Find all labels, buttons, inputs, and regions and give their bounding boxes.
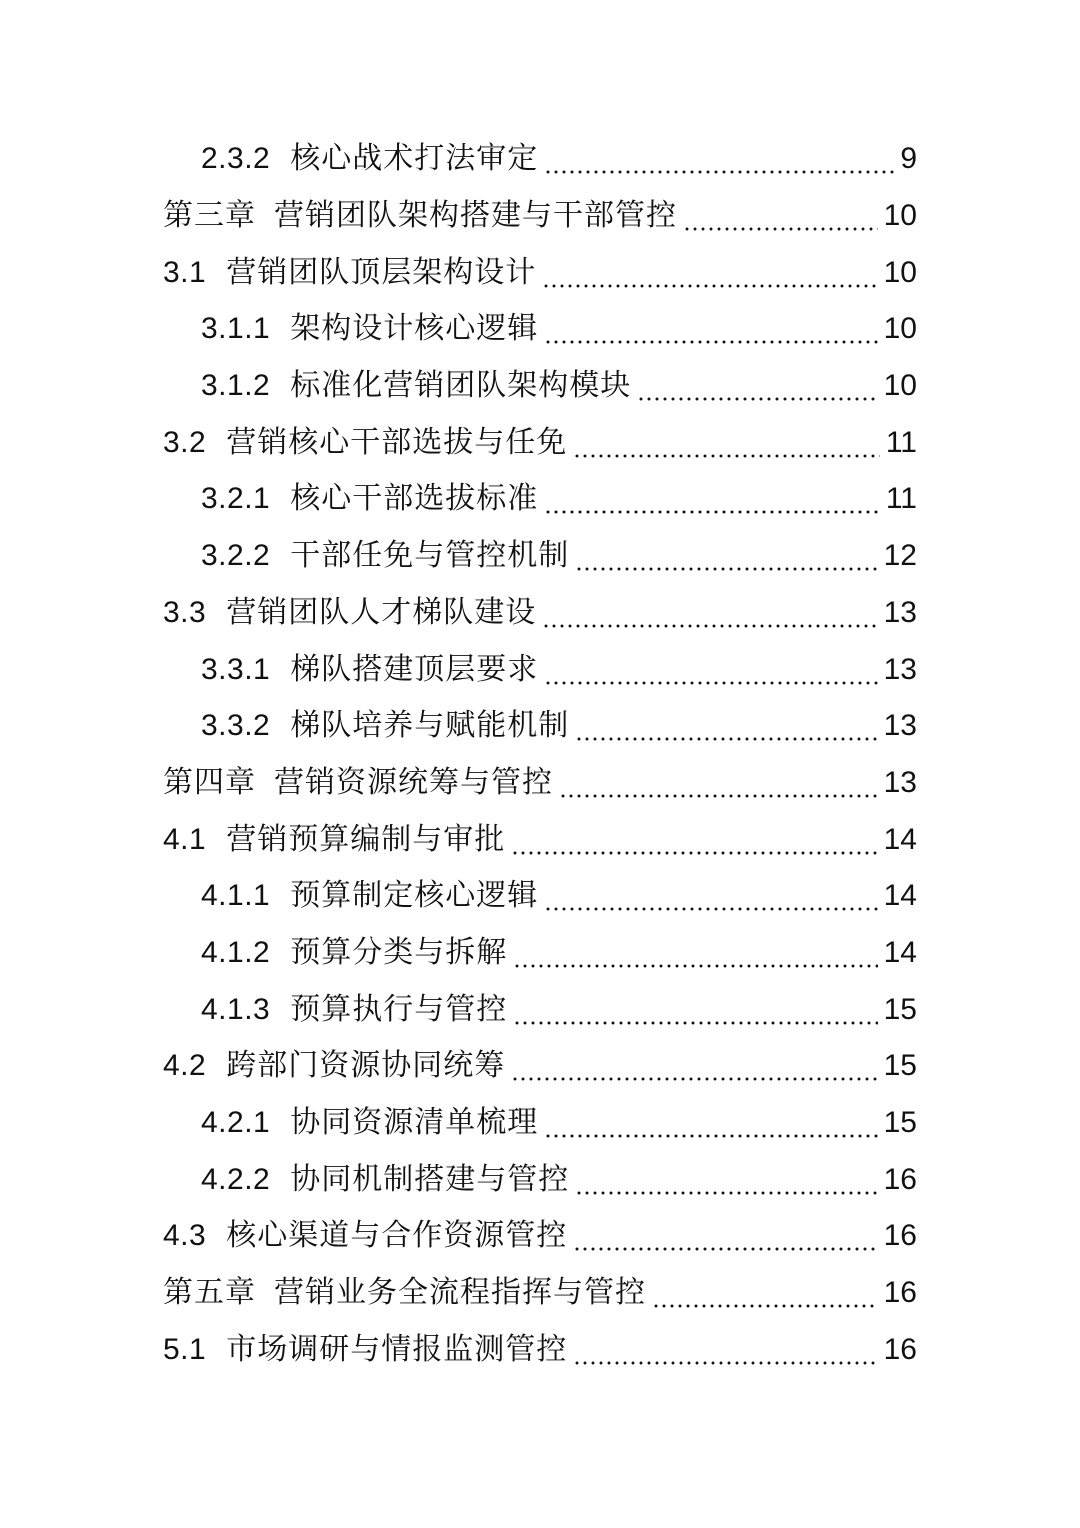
toc-entry-page: 15	[883, 1106, 917, 1140]
toc-entry[interactable]	[0, 358, 917, 415]
toc-entry-number: 3.1.1	[201, 312, 271, 346]
table-of-contents	[0, 131, 1080, 1378]
toc-entry[interactable]	[0, 244, 917, 301]
toc-entry-page: 12	[883, 539, 917, 573]
dot-leader	[637, 371, 877, 401]
toc-entry-page: 11	[885, 425, 917, 459]
dot-leader	[544, 484, 880, 514]
toc-entry-number: 4.2.1	[201, 1106, 271, 1140]
toc-entry-page: 13	[883, 652, 917, 686]
toc-entry-title: 梯队培养与赋能机制	[290, 708, 570, 744]
toc-entry-page: 10	[883, 199, 917, 233]
toc-entry-page: 11	[885, 482, 917, 516]
toc-entry[interactable]	[0, 811, 917, 868]
toc-entry-number: 3.2	[163, 425, 207, 459]
toc-entry-title: 核心干部选拔标准	[290, 481, 539, 517]
toc-entry-title: 营销团队顶层架构设计	[226, 254, 537, 290]
toc-entry-page: 15	[883, 992, 917, 1026]
dot-leader	[544, 144, 894, 174]
toc-entry-page: 10	[883, 255, 917, 289]
toc-entry[interactable]	[0, 1265, 917, 1322]
dot-leader	[544, 881, 877, 911]
toc-entry-number: 3.1.2	[201, 369, 271, 403]
toc-entry[interactable]	[0, 1095, 917, 1152]
toc-entry-title: 营销团队人才梯队建设	[226, 594, 537, 630]
toc-entry-title: 架构设计核心逻辑	[290, 311, 539, 347]
toc-entry[interactable]	[0, 1151, 917, 1208]
toc-entry-number: 3.2.1	[201, 482, 271, 516]
toc-entry-title: 营销团队架构搭建与干部管控	[274, 198, 677, 234]
dot-leader	[559, 768, 878, 798]
toc-entry[interactable]	[0, 1321, 917, 1378]
toc-entry-number: 第四章	[163, 764, 256, 800]
dot-leader	[544, 655, 877, 685]
toc-entry-number: 4.1.3	[201, 992, 271, 1026]
toc-entry[interactable]	[0, 641, 917, 698]
toc-entry-title: 营销资源统筹与管控	[274, 764, 553, 800]
toc-entry[interactable]	[0, 528, 917, 585]
toc-entry-title: 干部任免与管控机制	[290, 538, 570, 574]
toc-entry-number: 3.2.2	[201, 539, 271, 573]
toc-entry-page: 16	[883, 1276, 917, 1310]
dot-leader	[683, 201, 878, 231]
dot-leader	[511, 1051, 877, 1081]
dot-leader	[575, 711, 877, 741]
dot-leader	[573, 428, 880, 458]
dot-leader	[544, 1108, 877, 1138]
toc-entry-page: 10	[883, 312, 917, 346]
dot-leader	[575, 541, 877, 571]
toc-entry-title: 协同资源清单梳理	[290, 1105, 539, 1141]
toc-entry-number: 4.1	[163, 822, 207, 856]
toc-entry-page: 14	[883, 822, 917, 856]
toc-entry-page: 16	[883, 1162, 917, 1196]
toc-entry-title: 跨部门资源协同统筹	[226, 1048, 506, 1084]
dot-leader	[513, 995, 877, 1025]
toc-entry-number: 3.1	[163, 255, 207, 289]
toc-entry[interactable]	[0, 131, 917, 188]
toc-entry-number: 4.1.1	[201, 879, 271, 913]
dot-leader	[542, 598, 877, 628]
toc-entry-title: 梯队搭建顶层要求	[290, 651, 539, 687]
toc-entry-page: 13	[883, 709, 917, 743]
toc-entry[interactable]	[0, 301, 917, 358]
dot-leader	[575, 1165, 877, 1195]
toc-entry[interactable]	[0, 414, 917, 471]
toc-entry-page: 10	[883, 369, 917, 403]
toc-entry-number: 2.3.2	[201, 142, 271, 176]
toc-entry[interactable]	[0, 698, 917, 755]
toc-entry-title: 核心渠道与合作资源管控	[226, 1218, 568, 1254]
toc-entry-number: 3.3	[163, 595, 207, 629]
toc-entry-title: 协同机制搭建与管控	[290, 1161, 570, 1197]
dot-leader	[652, 1278, 878, 1308]
toc-entry-title: 预算分类与拆解	[290, 934, 508, 970]
toc-entry-page: 9	[900, 142, 917, 176]
toc-entry-number: 4.2	[163, 1049, 207, 1083]
toc-entry-number: 第三章	[163, 198, 256, 234]
toc-entry-number: 4.1.2	[201, 935, 271, 969]
dot-leader	[511, 825, 877, 855]
toc-entry-title: 标准化营销团队架构模块	[290, 368, 632, 404]
toc-entry[interactable]	[0, 868, 917, 925]
dot-leader	[544, 314, 877, 344]
toc-entry-number: 4.3	[163, 1219, 207, 1253]
toc-entry[interactable]	[0, 188, 917, 245]
toc-entry-page: 14	[883, 935, 917, 969]
toc-entry[interactable]	[0, 925, 917, 982]
dot-leader	[573, 1335, 877, 1365]
toc-entry[interactable]	[0, 755, 917, 812]
toc-entry-page: 13	[883, 595, 917, 629]
toc-entry-page: 15	[883, 1049, 917, 1083]
toc-entry[interactable]	[0, 1038, 917, 1095]
toc-entry[interactable]	[0, 471, 917, 528]
toc-entry[interactable]	[0, 1208, 917, 1265]
toc-entry[interactable]	[0, 981, 917, 1038]
toc-entry-title: 核心战术打法审定	[290, 141, 539, 177]
toc-entry-title: 预算制定核心逻辑	[290, 878, 539, 914]
toc-entry-page: 14	[883, 879, 917, 913]
toc-entry-title: 营销业务全流程指挥与管控	[274, 1275, 646, 1311]
dot-leader	[573, 1221, 877, 1251]
toc-entry-title: 预算执行与管控	[290, 991, 508, 1027]
toc-entry-title: 营销核心干部选拔与任免	[226, 424, 568, 460]
toc-entry-page: 16	[883, 1219, 917, 1253]
toc-entry-number: 5.1	[163, 1332, 207, 1366]
toc-entry-page: 13	[883, 765, 917, 799]
toc-entry-number: 3.3.2	[201, 709, 271, 743]
dot-leader	[513, 938, 877, 968]
toc-entry-page: 16	[883, 1332, 917, 1366]
dot-leader	[542, 258, 877, 288]
toc-entry-number: 3.3.1	[201, 652, 271, 686]
toc-entry-title: 市场调研与情报监测管控	[226, 1331, 568, 1367]
toc-entry[interactable]	[0, 585, 917, 642]
toc-entry-number: 4.2.2	[201, 1162, 271, 1196]
toc-entry-title: 营销预算编制与审批	[226, 821, 506, 857]
toc-entry-number: 第五章	[163, 1275, 256, 1311]
